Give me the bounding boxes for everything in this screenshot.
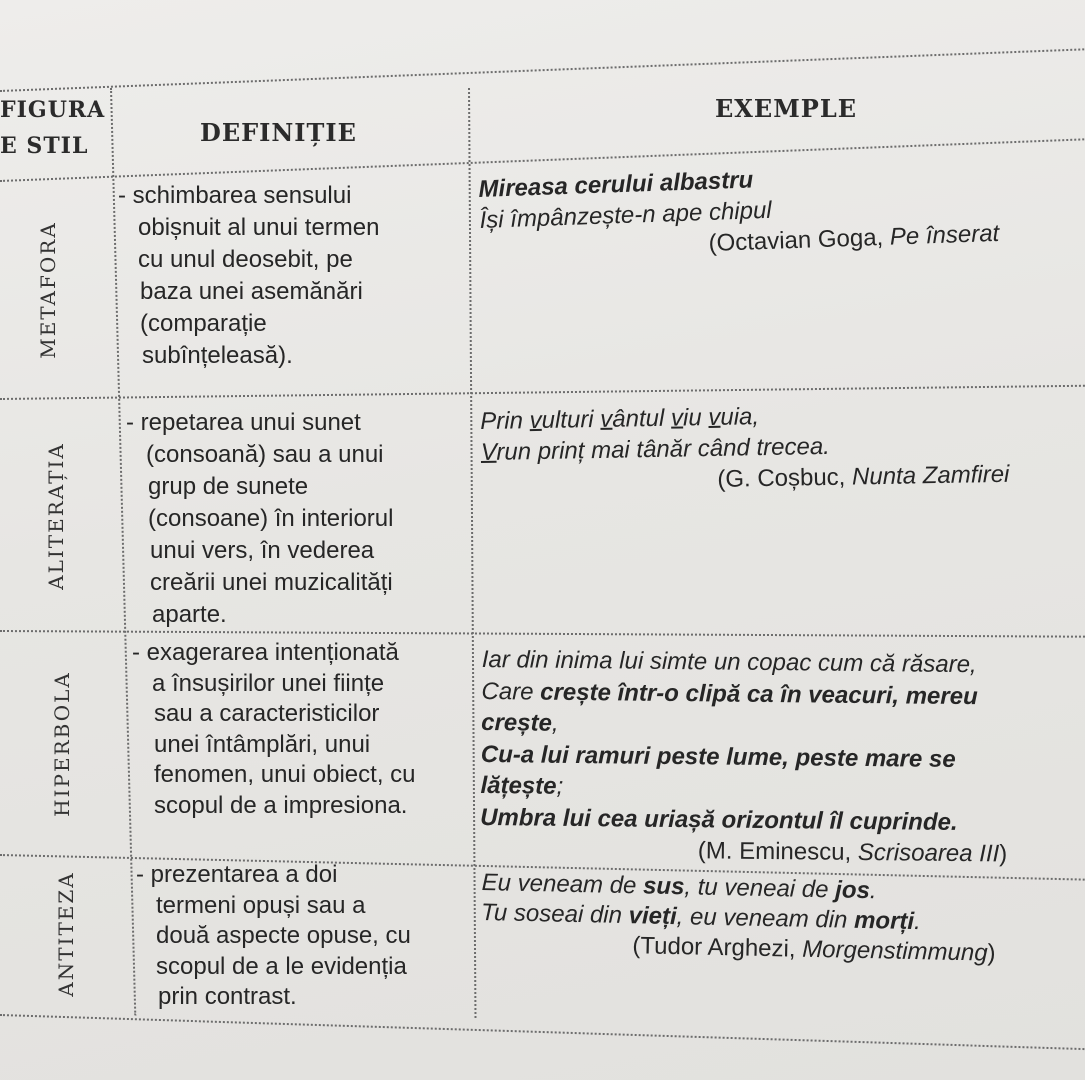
figures-of-speech-table — [0, 88, 1085, 1018]
example-metafora — [478, 156, 1000, 267]
example-source: (M. Eminescu, Scrisoarea III) — [697, 837, 1008, 868]
example-source: (Tudor Arghezi, Morgenstimmung) — [632, 932, 996, 967]
example-line: Vrun prinț mai tânăr când trecea. — [480, 432, 831, 466]
example-antiteza — [480, 868, 997, 969]
example-line: Eu veneam de sus, tu veneai de jos. — [481, 868, 877, 905]
row2-bottom-border — [0, 630, 1085, 638]
example-line: Iar din inima lui simte un copac cum că răsare, — [481, 645, 977, 679]
example-line: Își împânzește-n ape chipul — [479, 196, 773, 234]
example-aliteratia — [480, 397, 1010, 499]
example-source: (Octavian Goga, Pe înserat — [708, 219, 1000, 257]
definition-antiteza: - prezentarea a doi termeni opuși sau a două aspecte opuse, cu scopul de a le evidenția prin contrast. — [136, 861, 411, 1010]
example-line: Care crește într-o clipă ca în veacuri, mereu — [481, 677, 978, 710]
definition-aliteratia: - repetarea unui sunet (consoană) sau a unui grup de sunete (consoane) în interiorul unui vers, în vederea creării unei muzicalități aparte. — [126, 409, 394, 628]
row-label-hiperbola: HIPERBOLA — [50, 671, 74, 817]
row-label-aliteratia: ALITERAȚIA — [44, 442, 68, 590]
row-label-metafora: METAFORA — [36, 221, 60, 359]
definition-hiperbola: - exagerarea intenționată a însușirilor unei ființe sau a caracteristicilor unei întâmplări, unui fenomen, unui obiect, cu scopul de a impresiona. — [132, 639, 416, 819]
example-line: Prin vulturi vântul viu vuia, — [480, 403, 760, 435]
header-definitie: DEFINIȚIE — [200, 118, 357, 147]
example-source: (G. Coșbuc, Nunta Zamfirei — [717, 460, 1010, 493]
header-exemple: EXEMPLE — [715, 94, 857, 123]
column-divider-2 — [468, 88, 476, 1018]
example-line: lățește; — [480, 771, 564, 800]
example-hiperbola — [480, 644, 1010, 870]
example-line: Cu-a lui ramuri peste lume, peste mare se — [480, 740, 956, 773]
table-bottom-border — [0, 1014, 1084, 1050]
example-line: Mireasa cerului albastru — [478, 166, 754, 203]
definition-metafora: - schimbarea sensului obișnuit al unui termen cu unul deosebit, pe baza unei asemănări (comparație subînțeleasă). — [118, 182, 380, 369]
example-line: Umbra lui cea uriașă orizontul îl cuprinde. — [480, 803, 958, 836]
table-top-border — [0, 48, 1084, 92]
header-figura: FIGURA E STIL — [0, 97, 106, 159]
row-label-antiteza: ANTITEZA — [54, 871, 78, 997]
example-line: Tu soseai din vieți, eu veneam din morți. — [480, 898, 922, 936]
example-line: crește, — [481, 708, 559, 737]
